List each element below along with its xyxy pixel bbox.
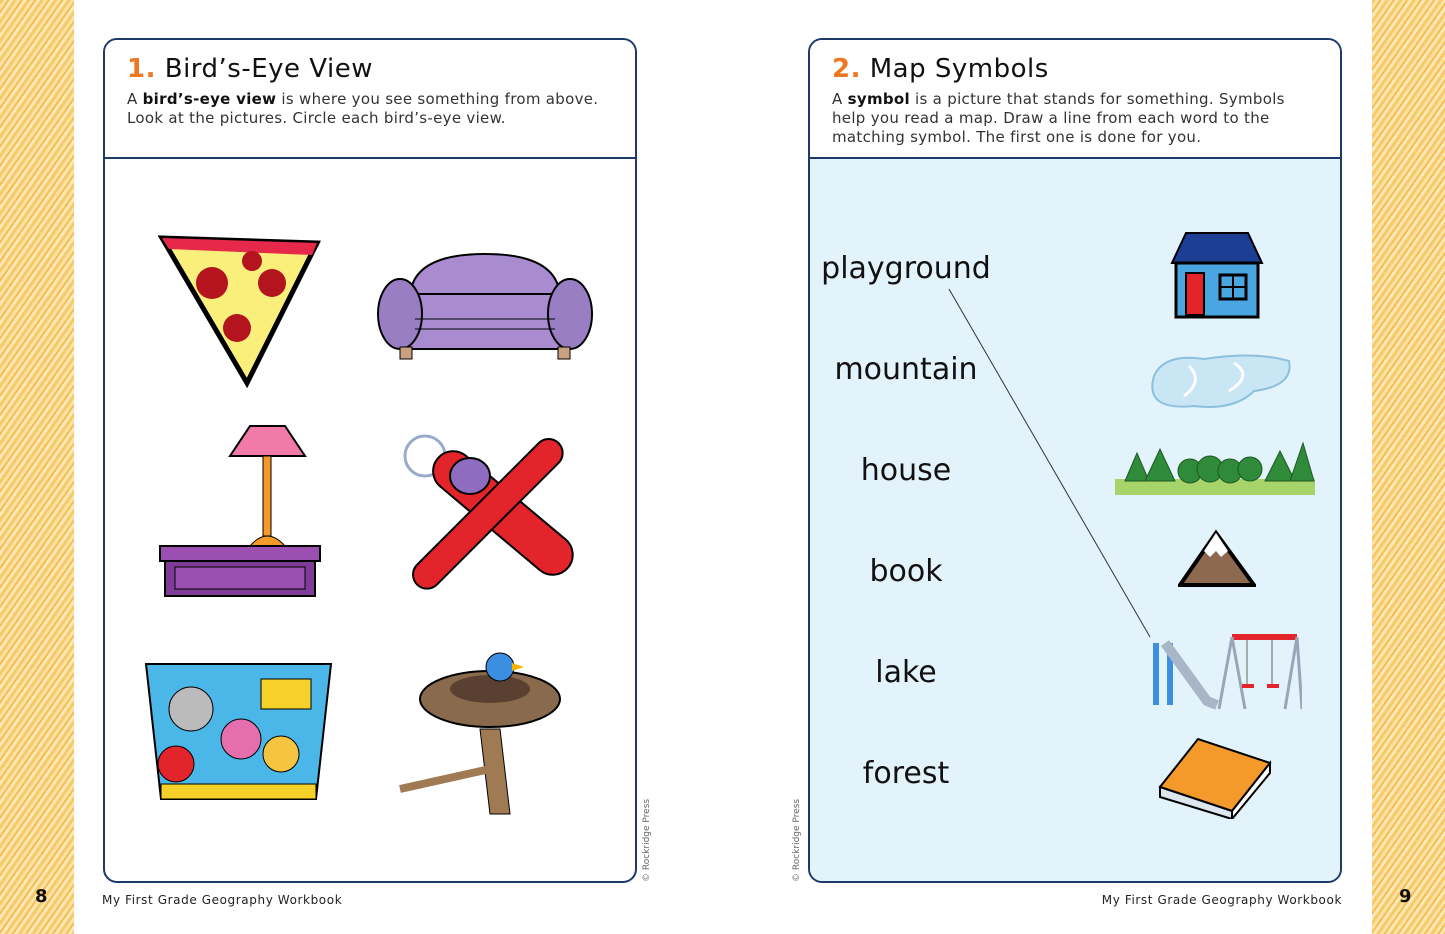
crayon-border-right (1372, 0, 1445, 934)
house-symbol[interactable] (1170, 231, 1265, 321)
word-mountain[interactable]: mountain (834, 352, 978, 387)
word-house[interactable]: house (860, 453, 952, 488)
matching-area (810, 159, 1340, 881)
map-symbols-activity (808, 38, 1342, 883)
lamp-dresser-picture[interactable] (155, 421, 325, 601)
mountain-symbol[interactable] (1178, 529, 1256, 589)
toy-box-picture[interactable] (141, 659, 336, 809)
activity-header (810, 40, 1340, 159)
book-symbol[interactable] (1158, 737, 1273, 819)
word-book[interactable]: book (869, 554, 943, 589)
footer-right: My First Grade Geography Workbook (1101, 893, 1342, 907)
copyright-right: © Rockridge Press (792, 798, 802, 882)
copyright-left: © Rockridge Press (642, 798, 652, 882)
activity-header (105, 40, 635, 159)
word-forest[interactable]: forest (862, 756, 950, 791)
activity-title: 1. Bird’s-Eye View (127, 54, 373, 84)
sofa-picture[interactable] (375, 249, 595, 364)
lake-symbol[interactable] (1144, 351, 1294, 413)
birds-eye-view-activity (103, 38, 637, 883)
activity-title: 2. Map Symbols (832, 54, 1049, 84)
airplane-picture[interactable] (385, 421, 585, 606)
playground-symbol[interactable] (1147, 629, 1302, 711)
activity-instructions: A symbol is a picture that stands for something. Symbols help you read a map. Draw a line from each word to the matching symbol. The first one is done for you. (832, 90, 1285, 146)
page-number-left: 8 (35, 886, 48, 907)
pizza-slice-picture[interactable] (157, 233, 322, 393)
activity-instructions: A bird’s-eye view is where you see something from above. Look at the pictures. Circle each bird’s-eye view. (127, 90, 599, 127)
forest-symbol[interactable] (1115, 441, 1315, 496)
crayon-border-left (0, 0, 74, 934)
picture-area (105, 159, 635, 881)
word-playground[interactable]: playground (821, 251, 991, 286)
word-lake[interactable]: lake (875, 655, 937, 690)
bird-nest-picture[interactable] (390, 649, 580, 819)
page-number-right: 9 (1399, 886, 1412, 907)
footer-left: My First Grade Geography Workbook (102, 893, 343, 907)
